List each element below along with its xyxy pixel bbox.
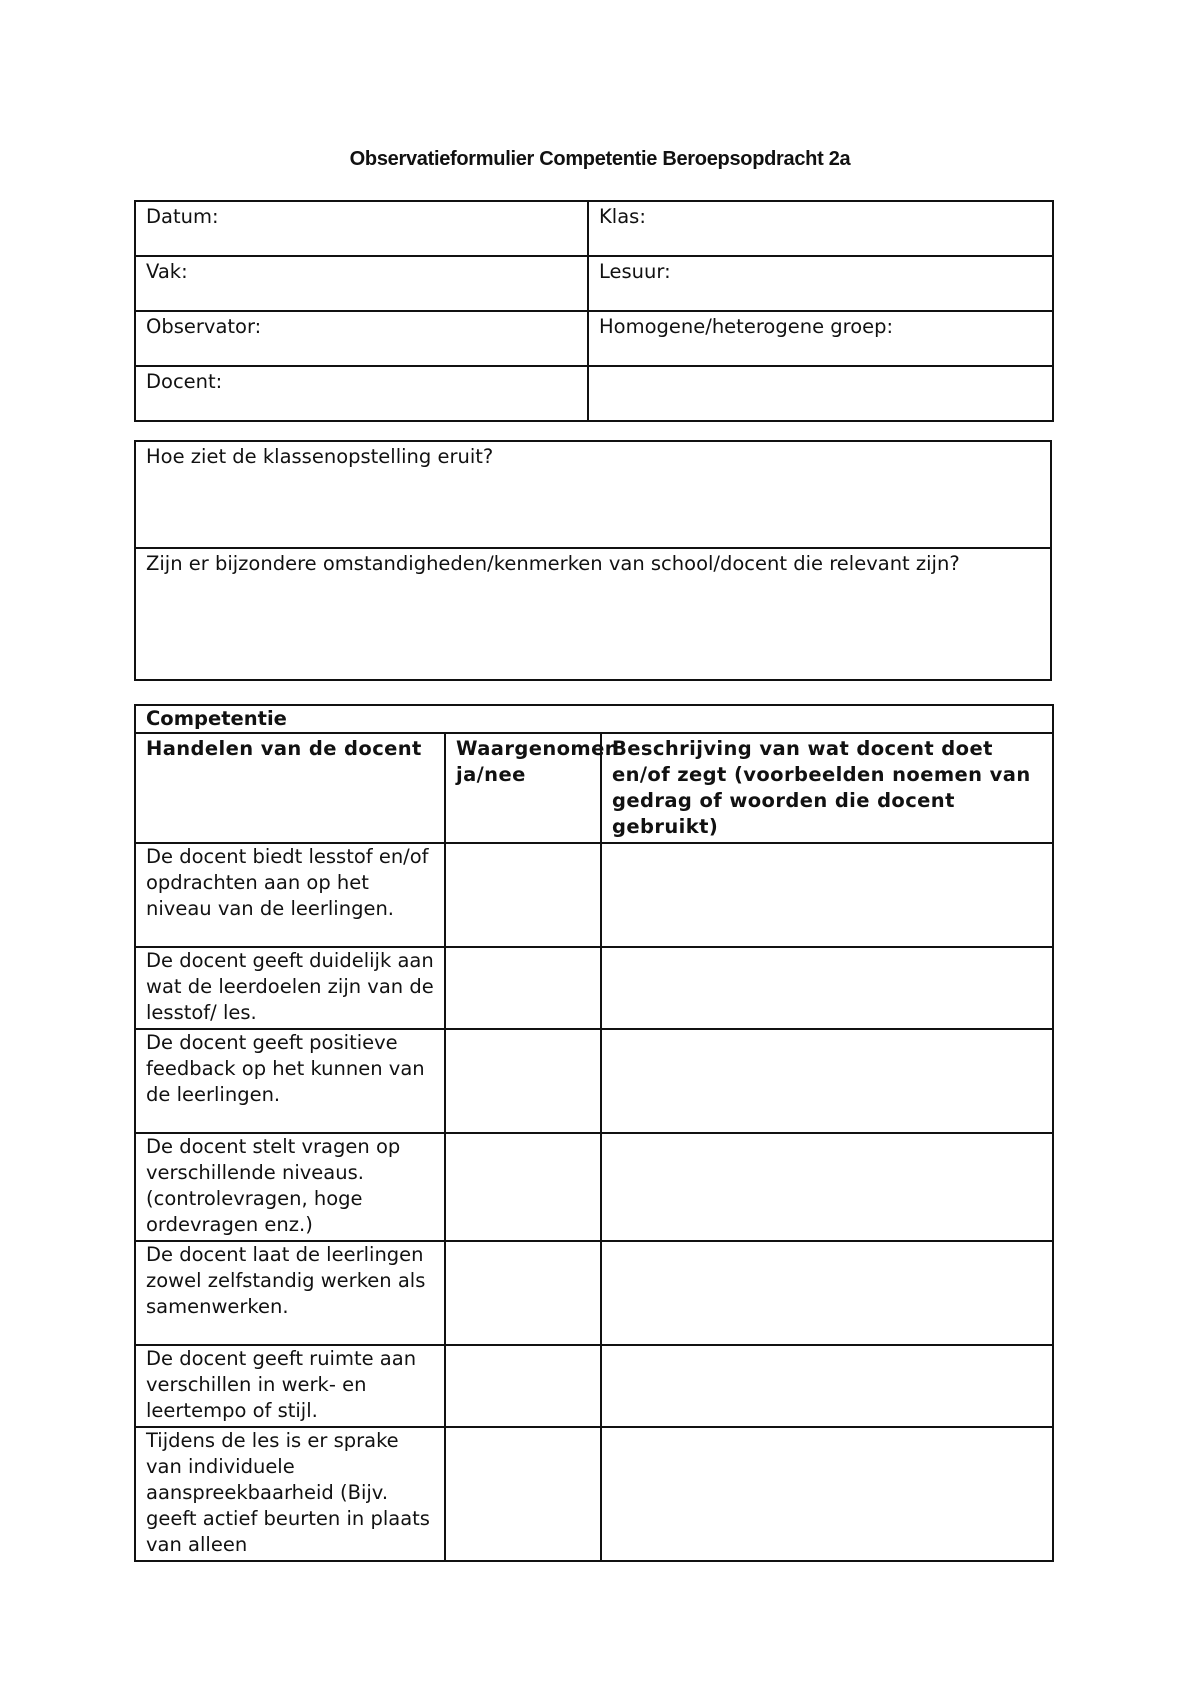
beschrijving-cell[interactable] [601, 947, 1053, 1029]
lesuur-field[interactable]: Lesuur: [588, 256, 1053, 311]
waargenomen-cell[interactable] [445, 1029, 601, 1133]
klassenopstelling-question[interactable]: Hoe ziet de klassenopstelling eruit? [135, 441, 1051, 548]
observator-field[interactable]: Observator: [135, 311, 588, 366]
criterium-cell: De docent biedt lesstof en/of opdrachten aan op het niveau van de leerlingen. [135, 843, 445, 947]
beschrijving-cell[interactable] [601, 1029, 1053, 1133]
waargenomen-cell[interactable] [445, 1345, 601, 1427]
competentie-heading: Competentie [135, 705, 1053, 733]
beschrijving-cell[interactable] [601, 1133, 1053, 1241]
beschrijving-cell[interactable] [601, 1241, 1053, 1345]
header-waargenomen: Waargenomen ja/nee [445, 733, 601, 843]
info-row [135, 311, 1053, 366]
empty-field[interactable] [588, 366, 1053, 421]
table-row [135, 1345, 1053, 1427]
table-row [135, 1427, 1053, 1561]
criterium-cell: De docent geeft ruimte aan verschillen in werk- en leertempo of stijl. [135, 1345, 445, 1427]
waargenomen-cell[interactable] [445, 843, 601, 947]
info-row [135, 256, 1053, 311]
table-row [135, 1029, 1053, 1133]
datum-field[interactable]: Datum: [135, 201, 588, 256]
docent-field[interactable]: Docent: [135, 366, 588, 421]
waargenomen-cell[interactable] [445, 1427, 601, 1561]
waargenomen-cell[interactable] [445, 1241, 601, 1345]
info-table [134, 200, 1054, 422]
header-beschrijving: Beschrijving van wat docent doet en/of zegt (voorbeelden noemen van gedrag of woorden die docent gebruikt) [601, 733, 1053, 843]
table-row [135, 1241, 1053, 1345]
waargenomen-cell[interactable] [445, 947, 601, 1029]
groep-field[interactable]: Homogene/heterogene groep: [588, 311, 1053, 366]
table-row [135, 1133, 1053, 1241]
info-row [135, 366, 1053, 421]
questions-table [134, 440, 1052, 681]
vak-field[interactable]: Vak: [135, 256, 588, 311]
criterium-cell: De docent stelt vragen op verschillende niveaus. (controlevragen, hoge ordevragen enz.) [135, 1133, 445, 1241]
waargenomen-cell[interactable] [445, 1133, 601, 1241]
criterium-cell: De docent geeft duidelijk aan wat de leerdoelen zijn van de lesstof/ les. [135, 947, 445, 1029]
criterium-cell: Tijdens de les is er sprake van individuele aanspreekbaarheid (Bijv. geeft actief beurten in plaats van alleen [135, 1427, 445, 1561]
klas-field[interactable]: Klas: [588, 201, 1053, 256]
page-title: Observatieformulier Competentie Beroepsopdracht 2a [349, 148, 851, 170]
criterium-cell: De docent geeft positieve feedback op het kunnen van de leerlingen. [135, 1029, 445, 1133]
info-row [135, 201, 1053, 256]
competentie-table [134, 704, 1054, 1562]
table-row [135, 843, 1053, 947]
beschrijving-cell[interactable] [601, 1427, 1053, 1561]
omstandigheden-question[interactable]: Zijn er bijzondere omstandigheden/kenmerken van school/docent die relevant zijn? [135, 548, 1051, 680]
table-row [135, 947, 1053, 1029]
header-handelen: Handelen van de docent [135, 733, 445, 843]
header-row [135, 733, 1053, 843]
beschrijving-cell[interactable] [601, 843, 1053, 947]
beschrijving-cell[interactable] [601, 1345, 1053, 1427]
criterium-cell: De docent laat de leerlingen zowel zelfstandig werken als samenwerken. [135, 1241, 445, 1345]
